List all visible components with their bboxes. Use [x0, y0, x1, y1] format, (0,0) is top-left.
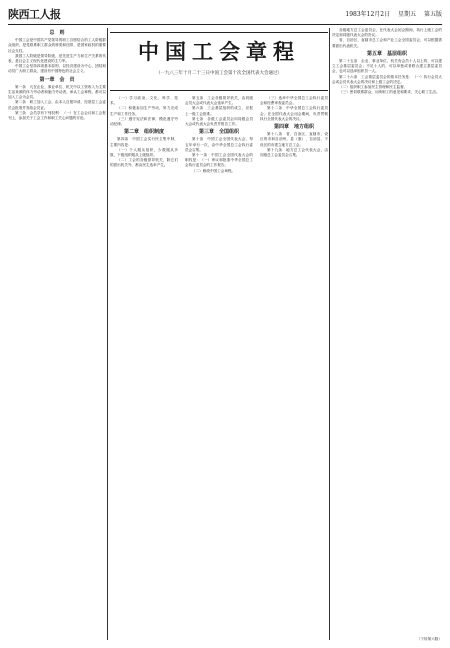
- column-divider: [329, 28, 330, 640]
- masthead: [8, 6, 442, 25]
- paragraph: 第五条 工会各级领导机关，由同级会员大会或代表大会选举产生。: [185, 96, 253, 106]
- chapter-heading: 第四章 地方组织: [273, 124, 314, 131]
- article-body: [110, 96, 328, 640]
- article-subcolumn: [260, 96, 328, 640]
- left-column: [8, 28, 106, 640]
- right-column: [332, 28, 442, 640]
- newspaper-logo: 陕西工人报: [8, 8, 61, 21]
- paragraph: （三）遵守宪法和法律，模范遵守劳动纪律。: [110, 116, 178, 127]
- dateline: [339, 9, 442, 18]
- subtitle: （一九八三年十月二十三日中国工会第十次全国代表大会通过）: [156, 71, 282, 76]
- paragraph: 第十八条 省、自治区、直辖市，设区的市和自治州，县（旗）、自治县、不设区的市建立地方总工会。: [260, 132, 328, 147]
- paragraph: 省、自治区、直辖市总工会和产业工会全国委员会，可以根据需要派出代表机关。: [332, 38, 442, 48]
- article-subcolumn: [110, 96, 178, 640]
- paragraph: 第一条 凡在企业、事业单位、机关中以工资收入为主要生活来源的体力劳动者和脑力劳动者，承认工会章程，都可以加入工会为会员。: [8, 84, 106, 100]
- chapter-heading: 第一章 会 员: [39, 76, 75, 83]
- paragraph: 第十九条 地方总工会代表大会，由同级总工会委员会召集。: [260, 147, 328, 158]
- paragraph: 中国工会坚持四项基本原则，以经济建设为中心，团结和动员广大职工群众，建设有中国特色的社会主义。: [8, 64, 106, 74]
- paragraph: （三）选举中华全国总工会执行委员会和经费审查委员会。: [260, 96, 328, 106]
- headline-bottom-rule: [110, 90, 328, 91]
- page-title: 中国工会章程: [138, 39, 300, 64]
- paragraph: 第六条 工会基层组织的成立，应报上一级工会批准。: [185, 106, 253, 116]
- paragraph: （三）密切联系群众，反映职工的意见和要求，关心职工生活。: [339, 90, 440, 95]
- section-heading: 总 则: [49, 30, 65, 36]
- middle-column: [110, 96, 328, 640]
- paragraph: 第十一条 中国工会全国代表大会的职权是：（一）审议和批准中华全国总工会执行委员会的工作报告。: [185, 153, 253, 168]
- paragraph: （二）积极参加生产劳动，努力完成生产和工作任务。: [110, 106, 178, 116]
- paragraph: （二）修改中国工会章程。: [192, 168, 236, 173]
- article-subcolumn: [185, 96, 253, 640]
- paragraph: 第三条 会员享有下列权利：（一）在工会会议和工会报刊上，参加关于工会工作和职工关心问题的讨论。: [8, 110, 106, 121]
- paragraph: 第二条 职工加入工会，由本人自愿申请，经基层工会委员会批准并发给会员证。: [8, 100, 106, 110]
- paragraph: 我国工人阶级是领导阶级，是先进生产力和生产关系的代表，是社会主义现代化建设的主力军。: [8, 53, 106, 64]
- paragraph: 各级地方总工会委员会，在代表大会闭会期间，执行上级工会的决定和同级代表大会的决议。: [332, 28, 442, 38]
- chapter-heading: 第二章 组织制度: [123, 129, 164, 136]
- paragraph: 第七条 各级工会委员会向同级会员大会或代表大会负责并报告工作。: [185, 116, 253, 127]
- issue-date: 1983年12月2日: [345, 11, 391, 18]
- continued-note: （下转第六版）: [416, 637, 442, 641]
- paragraph: （二）工会的各级领导机关，除它们的派出机关外，都由民主选举产生。: [110, 158, 178, 168]
- issue-weekday: 星期五: [398, 11, 417, 18]
- headline-top-rule: [110, 32, 328, 33]
- paragraph: 第二十六条 工会基层委员会的基本任务是：（一）执行会员大会或会员代表大会的决议和上级工会的决定。: [332, 74, 442, 84]
- chapter-heading: 第五章 基层组织: [366, 50, 407, 57]
- paragraph: 第二十五条 企业、事业单位、机关有会员十人以上的，可以建立工会基层委员会；不足十人的，可以单独或者联合建立基层委员会，也可以选举组织员一人。: [332, 59, 442, 74]
- paragraph: 第十条 中国工会全国代表大会，每五年举行一次，由中华全国总工会执行委员会召集。: [185, 137, 253, 152]
- paragraph: 第四条 中国工会实行民主集中制，主要内容是：: [110, 137, 178, 147]
- chapter-heading: 第三章 全国组织: [198, 129, 239, 136]
- paragraph: （一）学习政治、文化、科学、技术。: [110, 96, 178, 106]
- paragraph: 第十二条 中华全国总工会执行委员会，在全国代表大会闭会期间，负责贯彻执行全国代表大会的决议。: [260, 106, 328, 121]
- paragraph: （一）个人服从组织，少数服从多数，下级组织服从上级组织。: [110, 147, 178, 158]
- column-divider: [107, 28, 108, 640]
- page-number: 第五版: [423, 11, 442, 18]
- paragraph: 中国工会是中国共产党领导的职工自愿结合的工人阶级群众组织，是党联系职工群众的桥梁和纽带，是国家政权的重要社会支柱。: [8, 38, 106, 53]
- paragraph: （二）组织职工参加民主管理和民主监督。: [339, 85, 408, 90]
